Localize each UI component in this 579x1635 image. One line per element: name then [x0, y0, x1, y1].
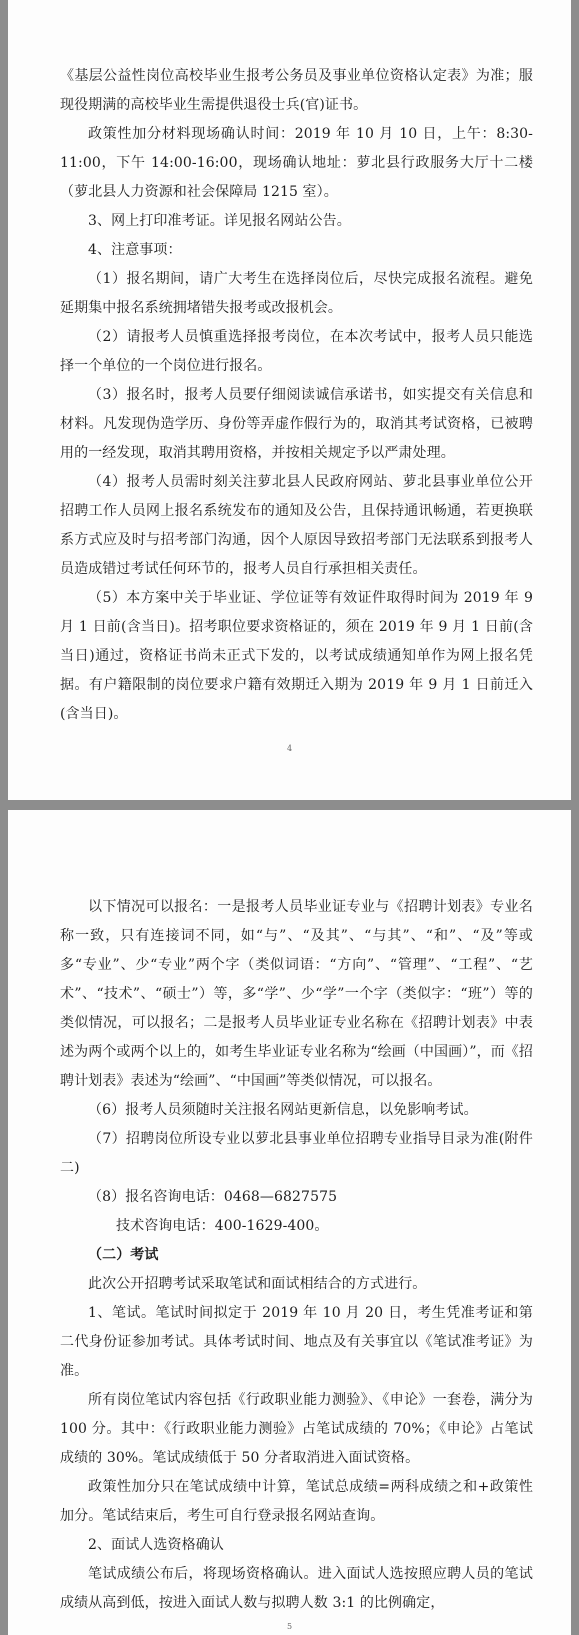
- paragraph: （1）报名期间，请广大考生在选择岗位后，尽快完成报名流程。避免延期集中报名系统拥堵错失报考或改报机会。: [60, 271, 533, 316]
- paragraph: 4、注意事项：: [88, 242, 182, 258]
- paragraph: 政策性加分材料现场确认时间：2019 年 10 月 10 日，上午：8:30-11:00，下午 14:00-16:00，现场确认地址：萝北县行政服务大厅十二楼（萝北县人力资源和社会保障局 1215 室）。: [60, 126, 533, 200]
- paragraph: 政策性加分只在笔试成绩中计算，笔试总成绩=两科成绩之和+政策性加分。笔试结束后，考生可自行登录报名网站查询。: [60, 1479, 533, 1524]
- paragraph: 2、面试人选资格确认: [88, 1537, 224, 1553]
- paragraph: （5）本方案中关于毕业证、学位证等有效证件取得时间为 2019 年 9 月 1 日前(含当日)。招考职位要求资格证的，须在 2019 年 9 月 1 日前(含当日)通过，资格证书尚未正式下发的，以考试成绩通知单作为网上报名凭据。有户籍限制的岗位要求户籍有效期迁入期为 2019 年 9 月 1 日前迁入(含当日)。: [60, 590, 533, 722]
- paragraph: （7）招聘岗位所设专业以萝北县事业单位招聘专业指导目录为准(附件二): [60, 1131, 533, 1176]
- document-page-4: [8, 0, 571, 800]
- paragraph: （2）请报考人员慎重选择报考岗位，在本次考试中，报考人员只能选择一个单位的一个岗位进行报名。: [60, 329, 533, 374]
- paragraph: （6）报考人员须随时关注报名网站更新信息，以免影响考试。: [88, 1102, 478, 1118]
- paragraph: 技术咨询电话：400-1629-400。: [116, 1218, 329, 1234]
- paragraph: （4）报考人员需时刻关注萝北县人民政府网站、萝北县事业单位公开招聘工作人员网上报名系统发布的通知及公告，且保持通讯畅通，若更换联系方式应及时与招考部门沟通，因个人原因导致招考部门无法联系到报考人员造成错过考试任何环节的，报考人员自行承担相关责任。: [60, 474, 533, 577]
- paragraph: （8）报名咨询电话：0468—6827575: [88, 1189, 338, 1205]
- paragraph: 所有岗位笔试内容包括《行政职业能力测验》、《申论》一套卷，满分为 100 分。其中：《行政职业能力测验》占笔试成绩的 70%；《申论》占笔试成绩的 30%。笔试成绩低于 50 分者取消进入面试资格。: [60, 1392, 533, 1466]
- paragraph: 以下情况可以报名：一是报考人员毕业证专业与《招聘计划表》专业名称一致，只有连接词不同，如“与”、“及其”、“与其”、“和”、“及”等或多“专业”、少“专业”两个字（类似词语：“方向”、“管理”、“工程”、“艺术”、“技术”、“硕士”）等，多“学”、少“学”一个字（类似字：“班”）等的类似情况，可以报名；二是报考人员毕业证专业名称在《招聘计划表》中表述为两个或两个以上的，如考生毕业证专业名称为“绘画（中国画）”，而《招聘计划表》表述为“绘画”、“中国画”等类似情况，可以报名。: [60, 899, 533, 1089]
- paragraph: （3）报名时，报考人员要仔细阅读诚信承诺书，如实提交有关信息和材料。凡发现伪造学历、身份等弄虚作假行为的，取消其考试资格，已被聘用的一经发现，取消其聘用资格，并按相关规定予以严肃处理。: [60, 387, 533, 461]
- paragraph: 《基层公益性岗位高校毕业生报考公务员及事业单位资格认定表》为准；服现役期满的高校毕业生需提供退役士兵(官)证书。: [60, 68, 533, 113]
- paragraph: 笔试成绩公布后，将现场资格确认。进入面试人选按照应聘人员的笔试成绩从高到低，按进入面试人数与拟聘人数 3:1 的比例确定，: [60, 1566, 533, 1611]
- section-heading: （二）考试: [88, 1247, 159, 1263]
- page-4-body: [60, 62, 533, 729]
- paragraph: 1、笔试。笔试时间拟定于 2019 年 10 月 20 日，考生凭准考证和第二代身份证参加考试。具体考试时间、地点及有关事宜以《笔试准考证》为准。: [60, 1305, 533, 1379]
- paragraph: 3、网上打印准考证。详见报名网站公告。: [88, 213, 351, 229]
- document-page-5: [8, 810, 571, 1635]
- paragraph: 此次公开招聘考试采取笔试和面试相结合的方式进行。: [88, 1276, 427, 1292]
- page-number: 5: [286, 1622, 293, 1631]
- page-number: 4: [286, 744, 293, 753]
- page-5-body: [60, 893, 533, 1618]
